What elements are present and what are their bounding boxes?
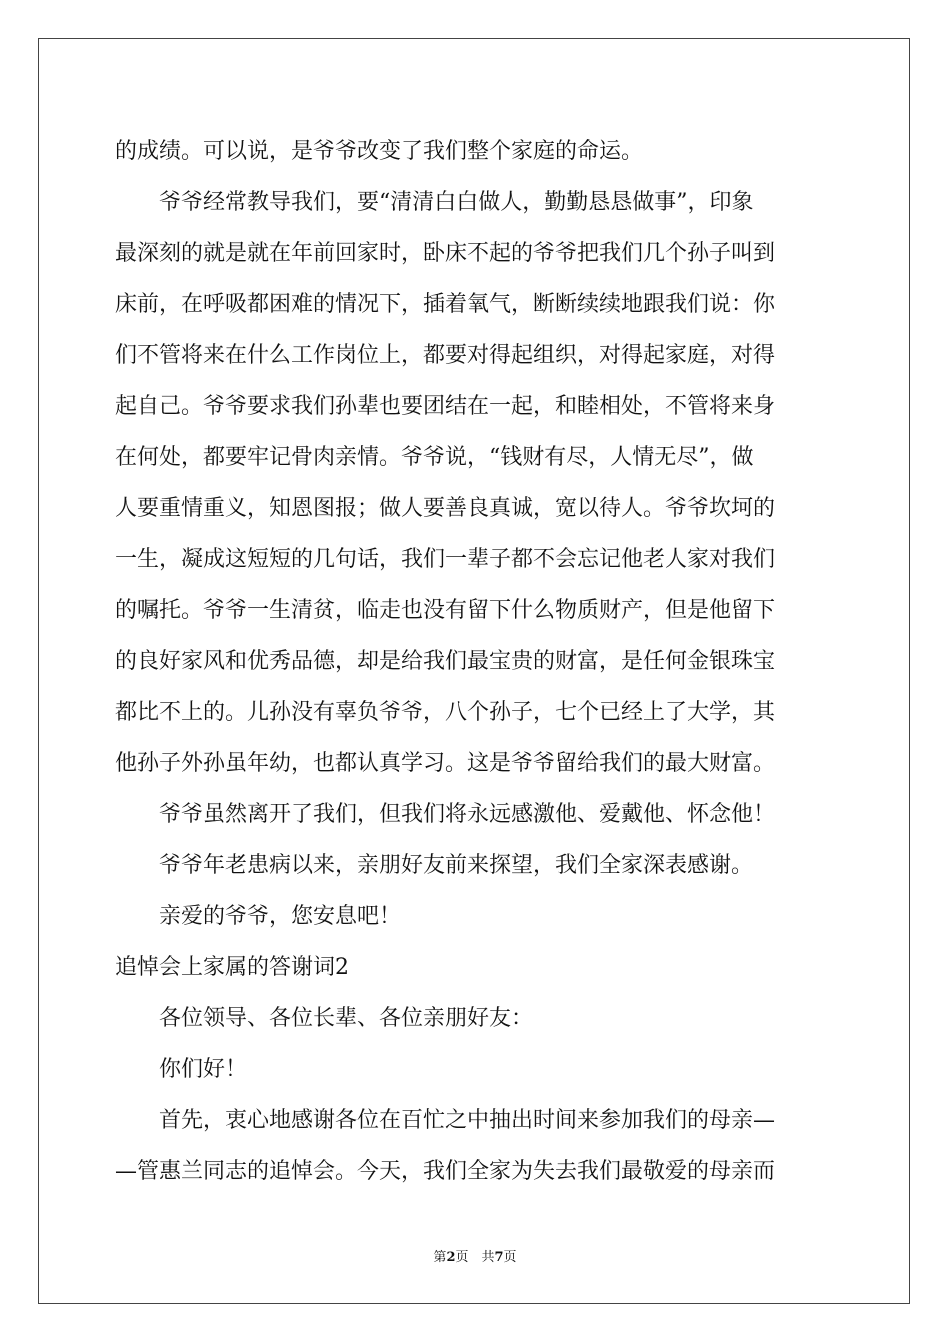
text-line: 的成绩。可以说，是爷爷改变了我们整个家庭的命运。 xyxy=(115,139,644,164)
text-line: 人要重情重义，知恩图报；做人要善良真诚，宽以待人。爷爷坎坷的 xyxy=(115,496,776,521)
text-line: 爷爷年老患病以来，亲朋好友前来探望，我们全家深表感谢。 xyxy=(159,853,754,878)
footer-suffix: 页 xyxy=(503,1250,517,1265)
document-body xyxy=(115,126,835,1197)
paragraph xyxy=(115,789,835,840)
text-line: 在何处，都要牢记骨肉亲情。爷爷说，“钱财有尽，人情无尽”，做 xyxy=(115,445,754,470)
paragraph xyxy=(115,177,835,789)
paragraph xyxy=(115,891,835,942)
text-line: —管惠兰同志的追悼会。今天，我们全家为失去我们最敬爱的母亲而 xyxy=(115,1159,776,1184)
text-line: 起自己。爷爷要求我们孙辈也要团结在一起，和睦相处，不管将来身 xyxy=(115,394,776,419)
text-line: 他孙子外孙虽年幼，也都认真学习。这是爷爷留给我们的最大财富。 xyxy=(115,751,776,776)
text-line: 你们好！ xyxy=(159,1057,248,1082)
text-line: 的嘱托。爷爷一生清贫，临走也没有留下什么物质财产，但是他留下 xyxy=(115,598,776,623)
current-page-number: 2 xyxy=(446,1250,456,1265)
section-heading xyxy=(115,942,835,993)
text-line: 最深刻的就是就在年前回家时，卧床不起的爷爷把我们几个孙子叫到 xyxy=(115,241,776,266)
total-page-count: 7 xyxy=(494,1250,504,1265)
text-line: 床前，在呼吸都困难的情况下，插着氧气，断断续续地跟我们说：你 xyxy=(115,292,776,317)
text-line: 追悼会上家属的答谢词2 xyxy=(115,955,349,980)
paragraph xyxy=(115,840,835,891)
paragraph xyxy=(115,1044,835,1095)
paragraph xyxy=(115,993,835,1044)
paragraph xyxy=(115,126,835,177)
page-footer xyxy=(0,1246,950,1265)
text-line: 的良好家风和优秀品德，却是给我们最宝贵的财富，是任何金银珠宝 xyxy=(115,649,776,674)
text-line: 们不管将来在什么工作岗位上，都要对得起组织，对得起家庭，对得 xyxy=(115,343,776,368)
paragraph xyxy=(115,1095,835,1197)
text-line: 各位领导、各位长辈、各位亲朋好友： xyxy=(159,1006,534,1031)
text-line: 都比不上的。儿孙没有辜负爷爷，八个孙子，七个已经上了大学，其 xyxy=(115,700,776,725)
text-line: 一生，凝成这短短的几句话，我们一辈子都不会忘记他老人家对我们 xyxy=(115,547,776,572)
text-line: 亲爱的爷爷，您安息吧！ xyxy=(159,904,402,929)
text-line: 爷爷经常教导我们，要“清清白白做人，勤勤恳恳做事”，印象 xyxy=(159,190,754,215)
footer-prefix: 第 xyxy=(433,1250,447,1265)
text-line: 首先，衷心地感谢各位在百忙之中抽出时间来参加我们的母亲— xyxy=(159,1108,776,1133)
text-line: 爷爷虽然离开了我们，但我们将永远感激他、爱戴他、怀念他！ xyxy=(159,802,776,827)
footer-middle: 页 共 xyxy=(455,1250,495,1265)
